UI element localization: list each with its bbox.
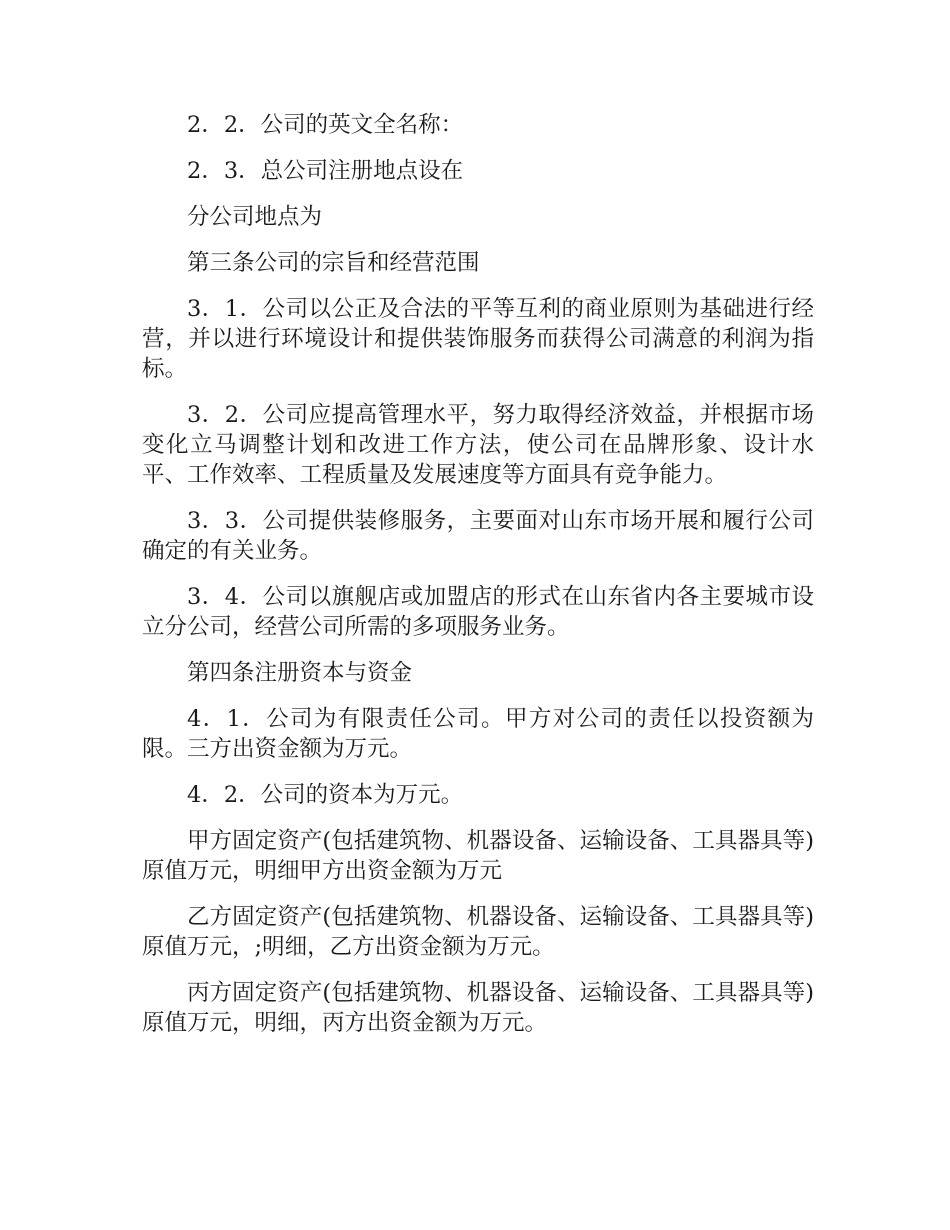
article-3-heading: 第三条公司的宗旨和经营范围 [187, 250, 480, 276]
clause-2-3-registered-address: 2．3．总公司注册地点设在 [187, 158, 464, 184]
party-a-assets: 甲方固定资产(包括建筑物、机器设备、运输设备、工具器具等)原值万元，明细甲方出资金额为万元 [142, 828, 814, 884]
clause-3-2: 3．2．公司应提高管理水平，努力取得经济效益，并根据市场变化立马调整计划和改进工作方法，使公司在品牌形象、设计水平、工作效率、工程质量及发展速度等方面具有竞争能力。 [142, 402, 814, 488]
clause-4-2: 4．2．公司的资本为万元。 [187, 782, 464, 808]
clause-4-1: 4．1．公司为有限责任公司。甲方对公司的责任以投资额为限。三方出资金额为万元。 [142, 706, 814, 762]
clause-3-1: 3．1．公司以公正及合法的平等互利的商业原则为基础进行经营，并以进行环境设计和提供装饰服务而获得公司满意的利润为指标。 [142, 296, 814, 382]
article-4-heading: 第四条注册资本与资金 [187, 660, 413, 686]
branch-location: 分公司地点为 [187, 204, 323, 230]
clause-3-3: 3．3．公司提供装修服务，主要面对山东市场开展和履行公司确定的有关业务。 [142, 508, 814, 564]
clause-2-2-english-name: 2．2．公司的英文全名称： [187, 112, 464, 138]
document-body [142, 110, 814, 1054]
party-b-assets: 乙方固定资产(包括建筑物、机器设备、运输设备、工具器具等)原值万元，;明细，乙方出资金额为万元。 [142, 904, 814, 960]
clause-3-4: 3．4．公司以旗舰店或加盟店的形式在山东省内各主要城市设立分公司，经营公司所需的多项服务业务。 [142, 584, 814, 640]
party-c-assets: 丙方固定资产(包括建筑物、机器设备、运输设备、工具器具等)原值万元，明细，丙方出资金额为万元。 [142, 980, 814, 1036]
